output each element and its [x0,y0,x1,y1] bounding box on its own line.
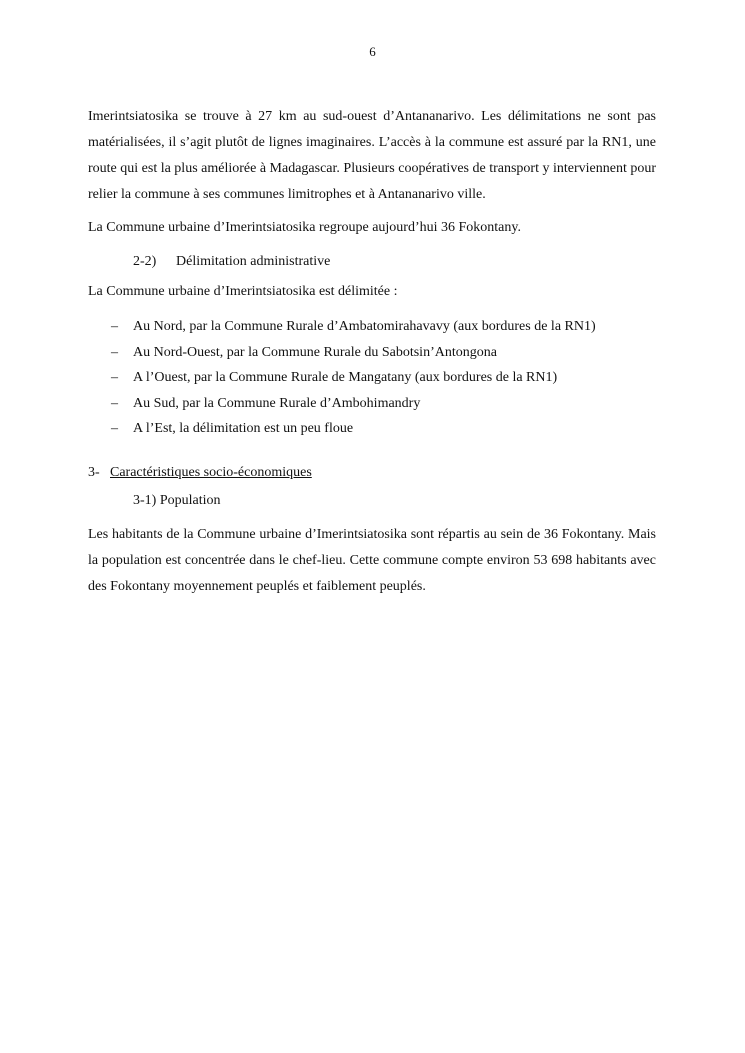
boundary-list [88,314,656,442]
subheading-title: Délimitation administrative [176,254,331,269]
dash-bullet: – [111,319,118,334]
subheading-population: 3-1) Population [133,492,221,508]
list-item [88,314,656,340]
dash-bullet: – [111,344,118,360]
list-item [88,391,656,417]
list-item-text: Au Sud, par la Commune Rurale d’Ambohimandry [133,395,421,411]
subheading-delimitation [133,249,656,275]
page-number: 6 [369,44,376,59]
paragraph-location: Imerintsiatosika se trouve à 27 km au sud-ouest d’Antananarivo. Les délimitations ne sont pas matérialisées, il s’agit plutôt de lignes imaginaires. L’accès à la commune est assuré par la RN1, une route qui est la plus améliorée à Madagascar. Plusieurs coopératives de transport y interviennent pour relier la commune à ses communes limitrophes et à Antananarivo ville. [88,109,656,202]
paragraph-population: Les habitants de la Commune urbaine d’Imerintsiatosika sont répartis au sein de 36 Fokontany. Mais la population est concentrée dans le chef-lieu. Cette commune compte environ 53 698 habitants avec des Fokontany moyennement peuplés et faiblement peuplés. [88,526,656,594]
list-item [88,365,656,391]
subheading-number: 2-2) [133,254,157,269]
dash-bullet: – [111,395,118,411]
list-item [88,340,656,366]
paragraph-delimitation-intro: La Commune urbaine d’Imerintsiatosika est délimitée : [88,284,398,299]
list-item-text: Au Nord, par la Commune Rurale d’Ambatomirahavavy (aux bordures de la RN1) [133,319,596,334]
list-item-text: Au Nord-Ouest, par la Commune Rurale du Sabotsin’Antongona [133,344,497,360]
list-item [88,416,656,442]
section-title: Caractéristiques socio-économiques [110,464,312,480]
section-number: 3- [88,464,100,480]
paragraph-fokontany-count: La Commune urbaine d’Imerintsiatosika regroupe aujourd’hui 36 Fokontany. [88,220,521,235]
list-item-text: A l’Ouest, par la Commune Rurale de Mangatany (aux bordures de la RN1) [133,370,558,385]
list-item-text: A l’Est, la délimitation est un peu floue [133,421,354,436]
dash-bullet: – [111,370,118,385]
dash-bullet: – [111,421,118,436]
section-heading-socio-economic [88,460,656,486]
document-body [88,104,656,600]
